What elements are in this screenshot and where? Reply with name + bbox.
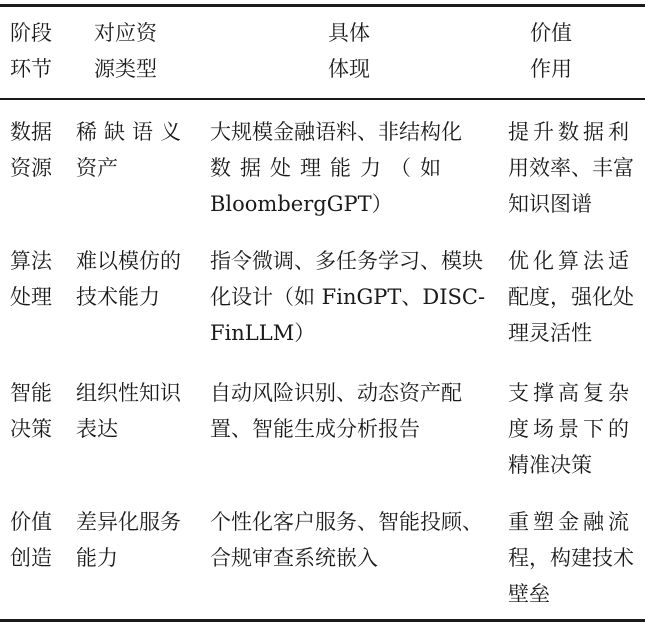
header-spec-line-2: 体现 bbox=[328, 57, 370, 81]
cell-text: 智能 bbox=[10, 381, 52, 405]
cell-text: 数据处理能力（如 bbox=[210, 156, 450, 180]
row-1-resource-type bbox=[76, 114, 188, 186]
cell-text: 处理 bbox=[10, 285, 52, 309]
header-stage bbox=[10, 15, 52, 87]
row-3-resource-type bbox=[76, 375, 181, 447]
bottom-rule bbox=[0, 619, 645, 622]
cell-text: 技术能力 bbox=[76, 285, 160, 309]
row-2-resource-type bbox=[76, 243, 181, 315]
cell-text: 支撑高复杂 bbox=[508, 381, 633, 405]
header-value bbox=[530, 15, 572, 87]
header-spec-line-1: 具体 bbox=[328, 21, 370, 45]
row-3-stage bbox=[10, 375, 52, 447]
cell-text: 资源 bbox=[10, 156, 52, 180]
cell-text: 创造 bbox=[10, 546, 52, 570]
cell-text: 数据 bbox=[10, 120, 52, 144]
row-1-value bbox=[508, 114, 634, 222]
cell-text: 用效率、丰富 bbox=[508, 156, 634, 180]
cell-text: 度场景下的 bbox=[508, 417, 633, 441]
top-rule bbox=[0, 4, 645, 7]
header-stage-line-1: 阶段 bbox=[10, 21, 52, 45]
header-specific bbox=[328, 15, 370, 87]
cell-text: 置、智能生成分析报告 bbox=[210, 417, 420, 441]
header-resource-type bbox=[94, 15, 157, 87]
cell-text: 精准决策 bbox=[508, 453, 592, 477]
row-1-specific bbox=[210, 114, 462, 222]
header-type-line-2: 源类型 bbox=[94, 57, 157, 81]
cell-text: 难以模仿的 bbox=[76, 249, 181, 273]
cell-text: 提升数据利 bbox=[508, 120, 633, 144]
cell-text: 价值 bbox=[10, 510, 52, 534]
cell-text: 合规审查系统嵌入 bbox=[210, 546, 378, 570]
row-2-specific bbox=[210, 243, 485, 351]
cell-text: 自动风险识别、动态资产配 bbox=[210, 381, 462, 405]
row-3-specific bbox=[210, 375, 462, 447]
row-3-value bbox=[508, 375, 633, 483]
row-4-specific bbox=[210, 504, 483, 576]
row-4-resource-type bbox=[76, 504, 181, 576]
cell-text: 重塑金融流 bbox=[508, 510, 633, 534]
header-value-line-1: 价值 bbox=[530, 21, 572, 45]
cell-text: 能力 bbox=[76, 546, 118, 570]
header-stage-line-2: 环节 bbox=[10, 57, 52, 81]
cell-text: 知识图谱 bbox=[508, 192, 592, 216]
row-2-stage bbox=[10, 243, 52, 315]
cell-text: 组织性知识 bbox=[76, 381, 181, 405]
cell-text: 个性化客户服务、智能投顾、 bbox=[210, 510, 483, 534]
cell-text: 化设计（如 FinGPT、DISC- bbox=[210, 285, 486, 309]
cell-text: 指令微调、多任务学习、模块 bbox=[210, 249, 483, 273]
cell-text: 程，构建技术 bbox=[508, 546, 634, 570]
header-type-line-1: 对应资 bbox=[94, 21, 157, 45]
cell-text: 优化算法适 bbox=[508, 249, 633, 273]
cell-text: 壁垒 bbox=[508, 582, 550, 606]
row-4-stage bbox=[10, 504, 52, 576]
cell-text: 理灵活性 bbox=[508, 321, 592, 345]
cell-text: 大规模金融语料、非结构化 bbox=[210, 120, 462, 144]
cell-text: 资产 bbox=[76, 156, 118, 180]
cell-text: BloombergGPT） bbox=[210, 192, 393, 216]
cell-text: 差异化服务 bbox=[76, 510, 181, 534]
cell-text: 配度，强化处 bbox=[508, 285, 634, 309]
cell-text: 表达 bbox=[76, 417, 118, 441]
cell-text: 稀缺语义 bbox=[76, 120, 188, 144]
header-value-line-2: 作用 bbox=[530, 57, 572, 81]
row-4-value bbox=[508, 504, 634, 612]
header-rule bbox=[0, 98, 645, 100]
cell-text: 决策 bbox=[10, 417, 52, 441]
row-1-stage bbox=[10, 114, 52, 186]
cell-text: 算法 bbox=[10, 249, 52, 273]
row-2-value bbox=[508, 243, 634, 351]
cell-text: FinLLM） bbox=[210, 321, 316, 345]
